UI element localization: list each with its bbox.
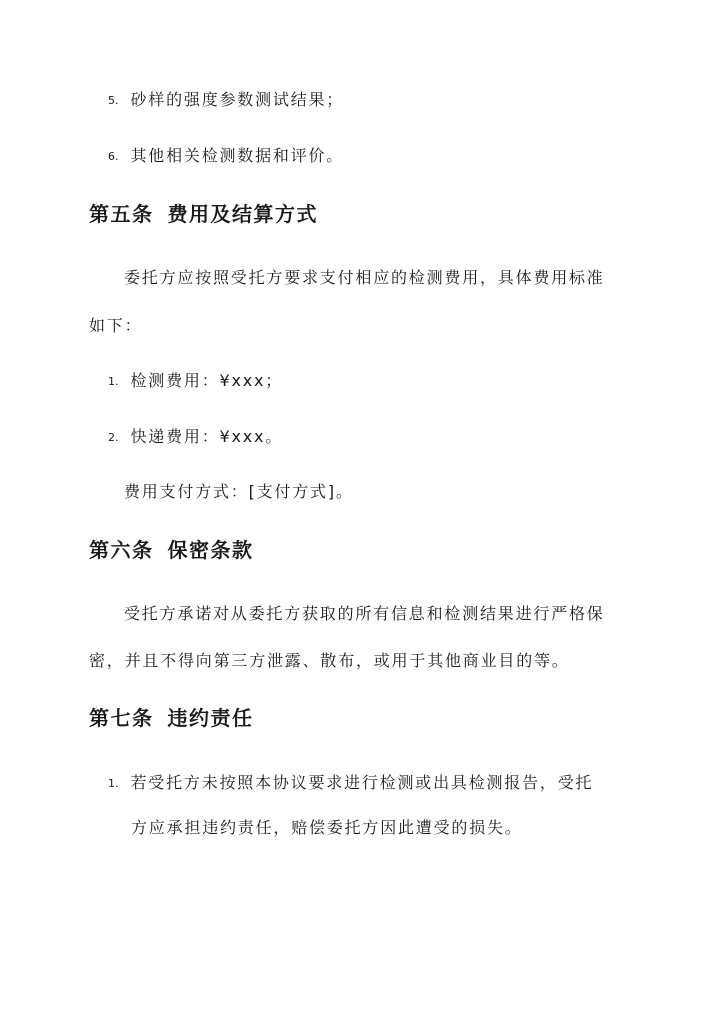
section-6-heading (89, 538, 254, 562)
list-text: 砂样的强度参数测试结果； (130, 90, 345, 109)
fee-text: 检测费用：¥xxx； (130, 371, 284, 390)
section-6-number: 第六条 (89, 538, 154, 562)
section-6-title: 保密条款 (167, 538, 254, 562)
section-6-paragraph-line-2: 密，并且不得向第三方泄露、散布，或用于其他商业目的等。 (89, 651, 570, 670)
list-item (108, 427, 283, 448)
section-5-heading (89, 202, 318, 226)
list-item-continuation: 方应承担违约责任，赔偿委托方因此遭受的损失。 (131, 818, 523, 837)
list-number: 5. (108, 94, 119, 107)
section-5-title: 费用及结算方式 (167, 202, 318, 226)
section-5-paragraph-line-1: 委托方应按照受托方要求支付相应的检测费用，具体费用标准 (124, 268, 605, 287)
list-number: 1. (108, 777, 119, 790)
section-7-title: 违约责任 (167, 706, 254, 730)
list-text: 其他相关检测数据和评价。 (130, 146, 345, 165)
list-number: 2. (108, 431, 119, 444)
section-7-number: 第七条 (89, 706, 154, 730)
list-item (108, 90, 344, 111)
list-number: 6. (108, 150, 119, 163)
list-item (108, 773, 593, 794)
section-5-paragraph-line-2: 如下： (89, 316, 143, 335)
list-item (108, 371, 283, 392)
list-item (108, 146, 344, 167)
section-5-number: 第五条 (89, 202, 154, 226)
section-6-paragraph-line-1: 受托方承诺对从委托方获取的所有信息和检测结果进行严格保 (124, 604, 605, 623)
payment-method: 费用支付方式：[支付方式]。 (124, 482, 354, 501)
fee-text: 快递费用：¥xxx。 (130, 427, 284, 446)
list-number: 1. (108, 375, 119, 388)
list-text: 若受托方未按照本协议要求进行检测或出具检测报告，受托 (130, 773, 594, 792)
section-7-heading (89, 706, 254, 730)
